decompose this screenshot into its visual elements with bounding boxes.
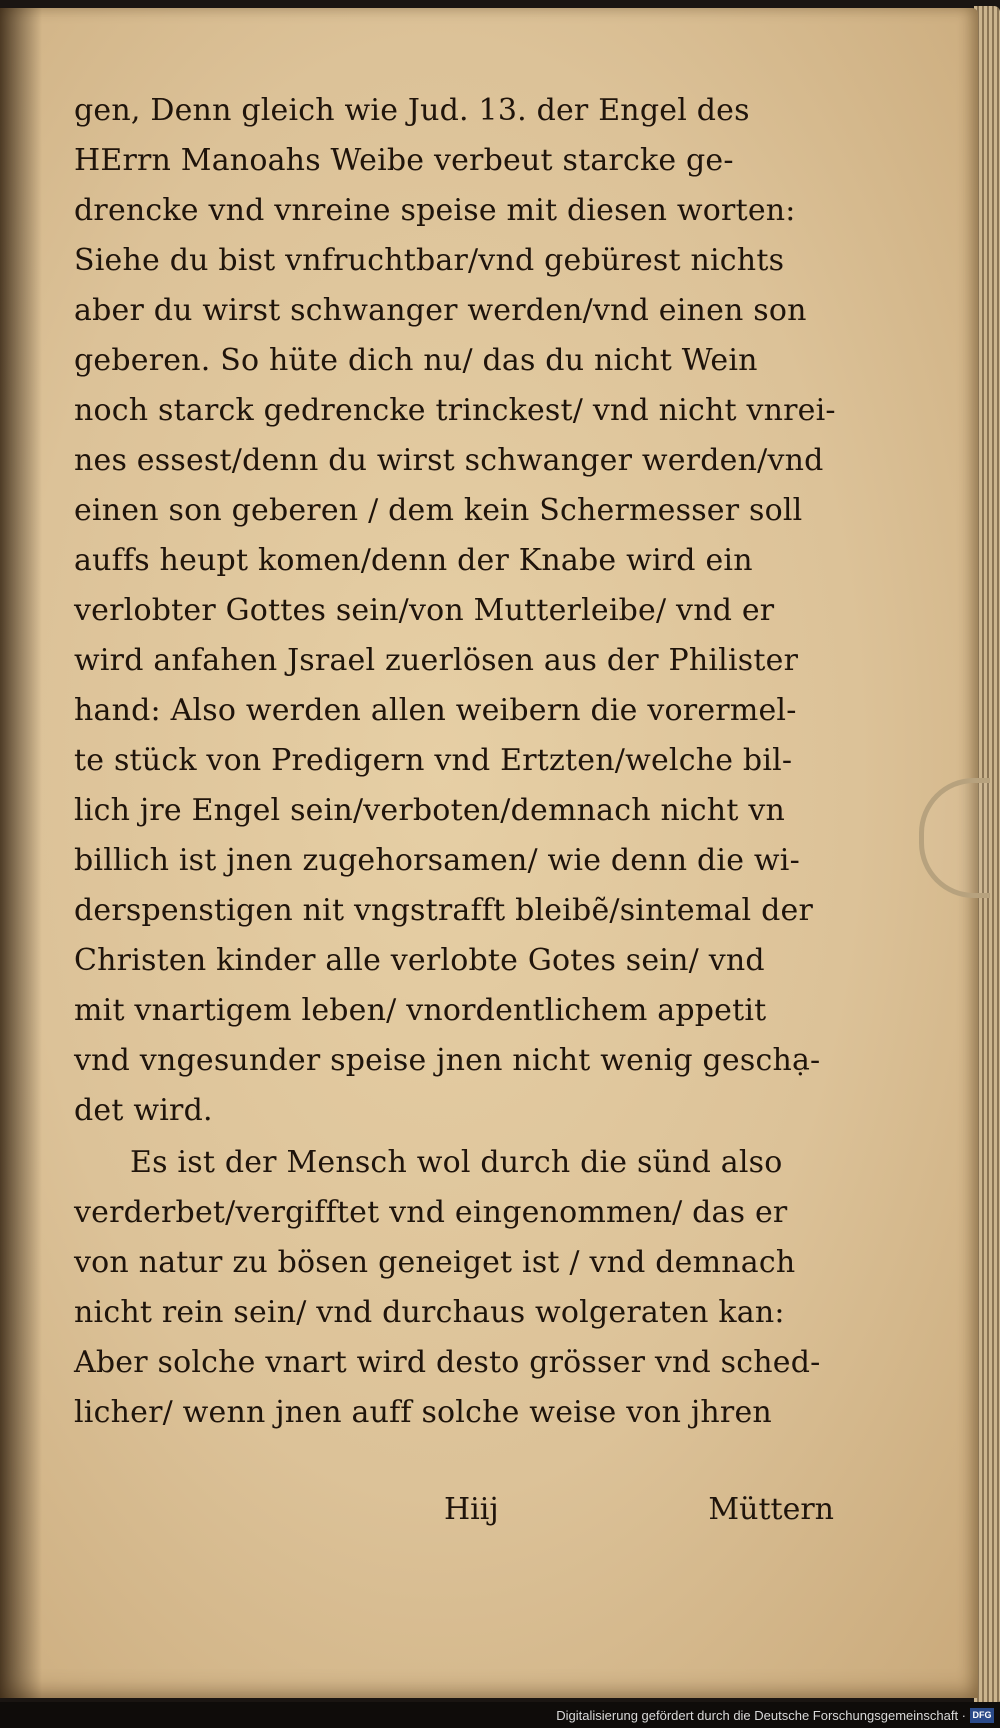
text-line: aber du wirst schwanger werden/vnd einen son — [74, 293, 807, 328]
page-text — [74, 86, 864, 1438]
text-line: verderbet/vergifftet vnd eingenommen/ das er — [74, 1195, 788, 1230]
text-line: Christen kinder alle verlobte Gotes sein/ vnd — [74, 943, 765, 978]
text-line: verlobter Gottes sein/von Mutterleibe/ vnd er — [74, 593, 775, 628]
text-line: hand: Also werden allen weibern die vorermel- — [74, 693, 797, 728]
text-line: HErrn Manoahs Weibe verbeut starcke ge- — [74, 143, 734, 178]
text-line: von natur zu bösen geneiget ist / vnd demnach — [74, 1245, 796, 1280]
catchword: Müttern — [708, 1492, 834, 1527]
text-line: nicht rein sein/ vnd durchaus wolgeraten kan: — [74, 1295, 785, 1330]
text-line: billich ist jnen zugehorsamen/ wie denn die wi- — [74, 843, 800, 878]
text-line: det wird. — [74, 1093, 213, 1128]
text-line: auffs heupt komen/denn der Knabe wird ein — [74, 543, 753, 578]
credit-bar — [0, 1702, 1000, 1728]
dfg-logo: DFG — [970, 1708, 994, 1723]
text-line: gen, Denn gleich wie Jud. 13. der Engel des — [74, 93, 750, 128]
text-line: lich jre Engel sein/verboten/demnach nicht vn — [74, 793, 785, 828]
book-page — [0, 8, 978, 1698]
text-line: derspenstigen nit vngstrafft bleibẽ/sintemal der — [74, 893, 813, 928]
text-line: einen son geberen / dem kein Schermesser soll — [74, 493, 803, 528]
text-line: wird anfahen Jsrael zuerlösen aus der Philister — [74, 643, 799, 678]
text-line: vnd vngesunder speise jnen nicht wenig geschạ- — [74, 1043, 821, 1078]
page-gutter-shadow — [0, 8, 42, 1698]
paragraph-start-line: Es ist der Mensch wol durch die sünd also — [130, 1145, 783, 1180]
text-line: licher/ wenn jnen auff solche weise von jhren — [74, 1395, 772, 1430]
book-clasp — [919, 778, 990, 898]
text-line: drencke vnd vnreine speise mit diesen worten: — [74, 193, 796, 228]
page-footer — [74, 1492, 834, 1542]
text-line: te stück von Predigern vnd Ertzten/welche bil- — [74, 743, 793, 778]
signature-mark: Hiij — [444, 1492, 499, 1527]
text-line: Siehe du bist vnfruchtbar/vnd gebürest nichts — [74, 243, 785, 278]
text-line: nes essest/denn du wirst schwanger werden/vnd — [74, 443, 824, 478]
digitization-credit: Digitalisierung gefördert durch die Deutsche Forschungsgemeinschaft · — [556, 1708, 966, 1723]
text-line: noch starck gedrencke trinckest/ vnd nicht vnrei- — [74, 393, 836, 428]
text-line: geberen. So hüte dich nu/ das du nicht Wein — [74, 343, 758, 378]
text-line: mit vnartigem leben/ vnordentlichem appetit — [74, 993, 767, 1028]
text-line: Aber solche vnart wird desto grösser vnd sched- — [74, 1345, 821, 1380]
